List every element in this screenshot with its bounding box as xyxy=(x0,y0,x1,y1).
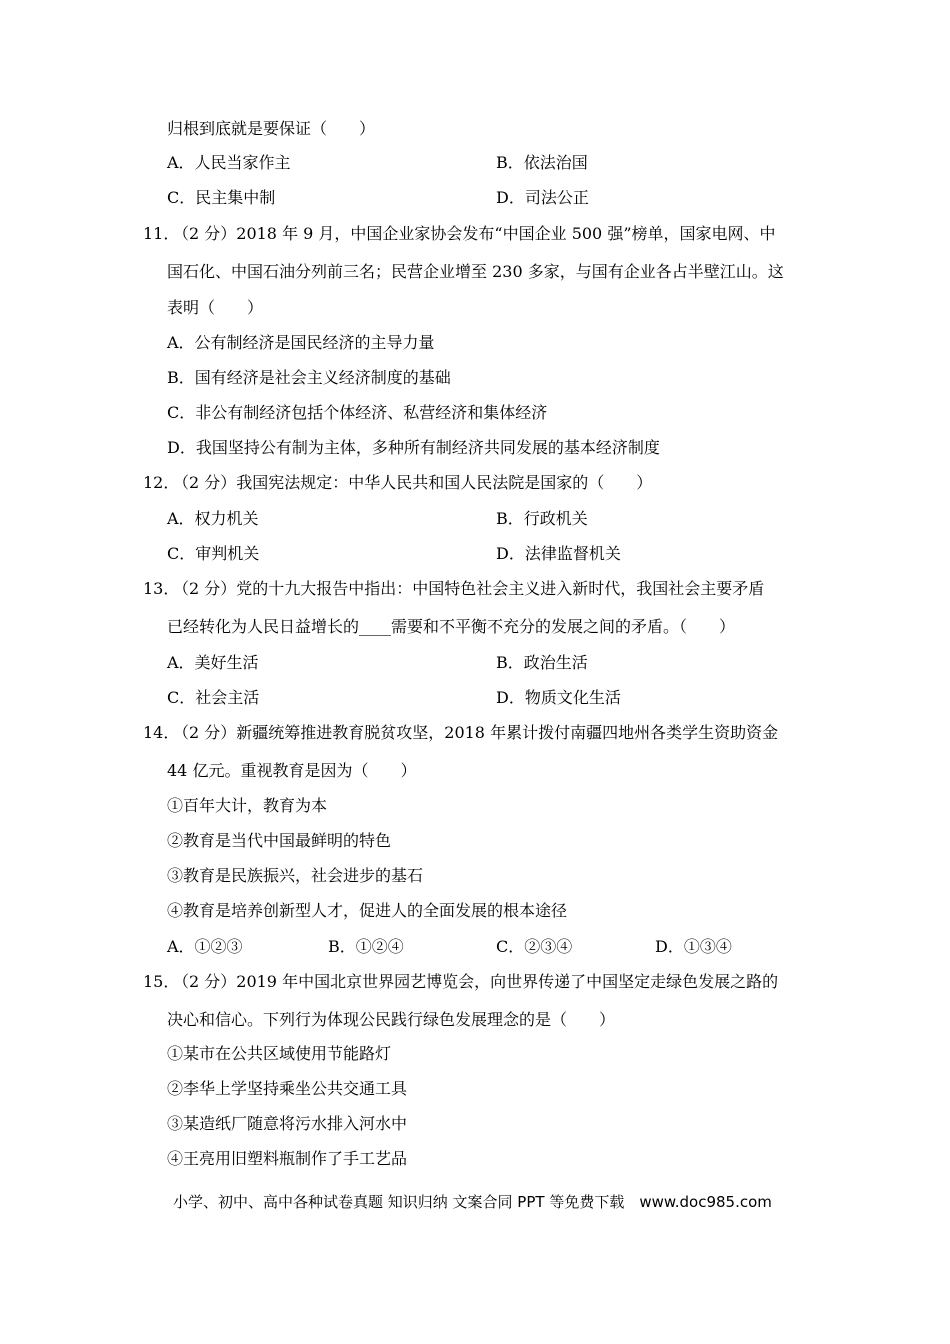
q12-option-d: D．法律监督机关 xyxy=(496,544,621,563)
q13-stem-line2: 已经转化为人民日益增长的____需要和不平衡不充分的发展之间的矛盾。（ ） xyxy=(167,617,736,636)
q14-stem-line1: （2 分）新疆统筹推进教育脱贫攻坚，2018 年累计拨付南疆四地州各类学生资助资金 xyxy=(173,723,779,742)
q12-option-c: C．审判机关 xyxy=(167,544,260,563)
q13-option-c: C．社会主活 xyxy=(167,688,260,707)
q12-number: 12． xyxy=(143,473,180,492)
q14-item-1: ①百年大计，教育为本 xyxy=(167,796,328,815)
q11-option-a: A．公有制经济是国民经济的主导力量 xyxy=(167,333,435,352)
q12-option-a: A．权力机关 xyxy=(167,509,259,528)
q11-stem-line2: 国石化、中国石油分列前三名；民营企业增至 230 多家，与国有企业各占半壁江山。这 xyxy=(167,262,784,281)
q14-item-3: ③教育是民族振兴，社会进步的基石 xyxy=(167,866,424,885)
q10-stem: 归根到底就是要保证（ ） xyxy=(167,119,376,138)
q14-option-c: C．②③④ xyxy=(496,937,573,956)
q13-option-b: B．政治生活 xyxy=(496,653,588,672)
q15-item-2: ②李华上学坚持乘坐公共交通工具 xyxy=(167,1079,408,1098)
q10-option-a: A．人民当家作主 xyxy=(167,153,291,172)
q13-stem-line1: （2 分）党的十九大报告中指出：中国特色社会主义进入新时代，我国社会主要矛盾 xyxy=(173,579,765,598)
q12-option-b: B．行政机关 xyxy=(496,509,588,528)
q14-item-4: ④教育是培养创新型人才，促进人的全面发展的根本途径 xyxy=(167,901,568,920)
q14-option-d: D．①③④ xyxy=(655,937,732,956)
q14-item-2: ②教育是当代中国最鲜明的特色 xyxy=(167,831,392,850)
q14-option-a: A．①②③ xyxy=(167,937,243,956)
q11-option-b: B．国有经济是社会主义经济制度的基础 xyxy=(167,368,451,387)
q11-option-d: D．我国坚持公有制为主体，多种所有制经济共同发展的基本经济制度 xyxy=(167,438,660,457)
q11-option-c: C．非公有制经济包括个体经济、私营经济和集体经济 xyxy=(167,403,548,422)
q15-stem-line1: （2 分）2019 年中国北京世界园艺博览会，向世界传递了中国坚定走绿色发展之路的 xyxy=(173,972,779,991)
q14-stem-line2: 44 亿元。重视教育是因为（ ） xyxy=(167,761,417,780)
q13-number: 13． xyxy=(143,579,180,598)
q15-item-1: ①某市在公共区域使用节能路灯 xyxy=(167,1044,392,1063)
q15-stem-line2: 决心和信心。下列行为体现公民践行绿色发展理念的是（ ） xyxy=(167,1010,616,1029)
q15-number: 15． xyxy=(143,972,180,991)
q11-stem-line1: （2 分）2018 年 9 月，中国企业家协会发布“中国企业 500 强”榜单，国家电网、中 xyxy=(173,224,776,243)
q10-option-c: C．民主集中制 xyxy=(167,188,276,207)
page-footer: 小学、初中、高中各种试卷真题 知识归纳 文案合同 PPT 等免费下载 www.doc985.com xyxy=(173,1193,772,1211)
q11-stem-line3: 表明（ ） xyxy=(167,298,264,317)
q13-option-a: A．美好生活 xyxy=(167,653,259,672)
q13-option-d: D．物质文化生活 xyxy=(496,688,621,707)
q12-stem: （2 分）我国宪法规定：中华人民共和国人民法院是国家的（ ） xyxy=(173,473,653,492)
q11-number: 11． xyxy=(143,224,180,243)
q10-option-b: B．依法治国 xyxy=(496,153,588,172)
q14-option-b: B．①②④ xyxy=(328,937,404,956)
q10-option-d: D．司法公正 xyxy=(496,188,589,207)
q15-item-4: ④王亮用旧塑料瓶制作了手工艺品 xyxy=(167,1149,408,1168)
q15-item-3: ③某造纸厂随意将污水排入河水中 xyxy=(167,1114,408,1133)
q14-number: 14． xyxy=(143,723,180,742)
